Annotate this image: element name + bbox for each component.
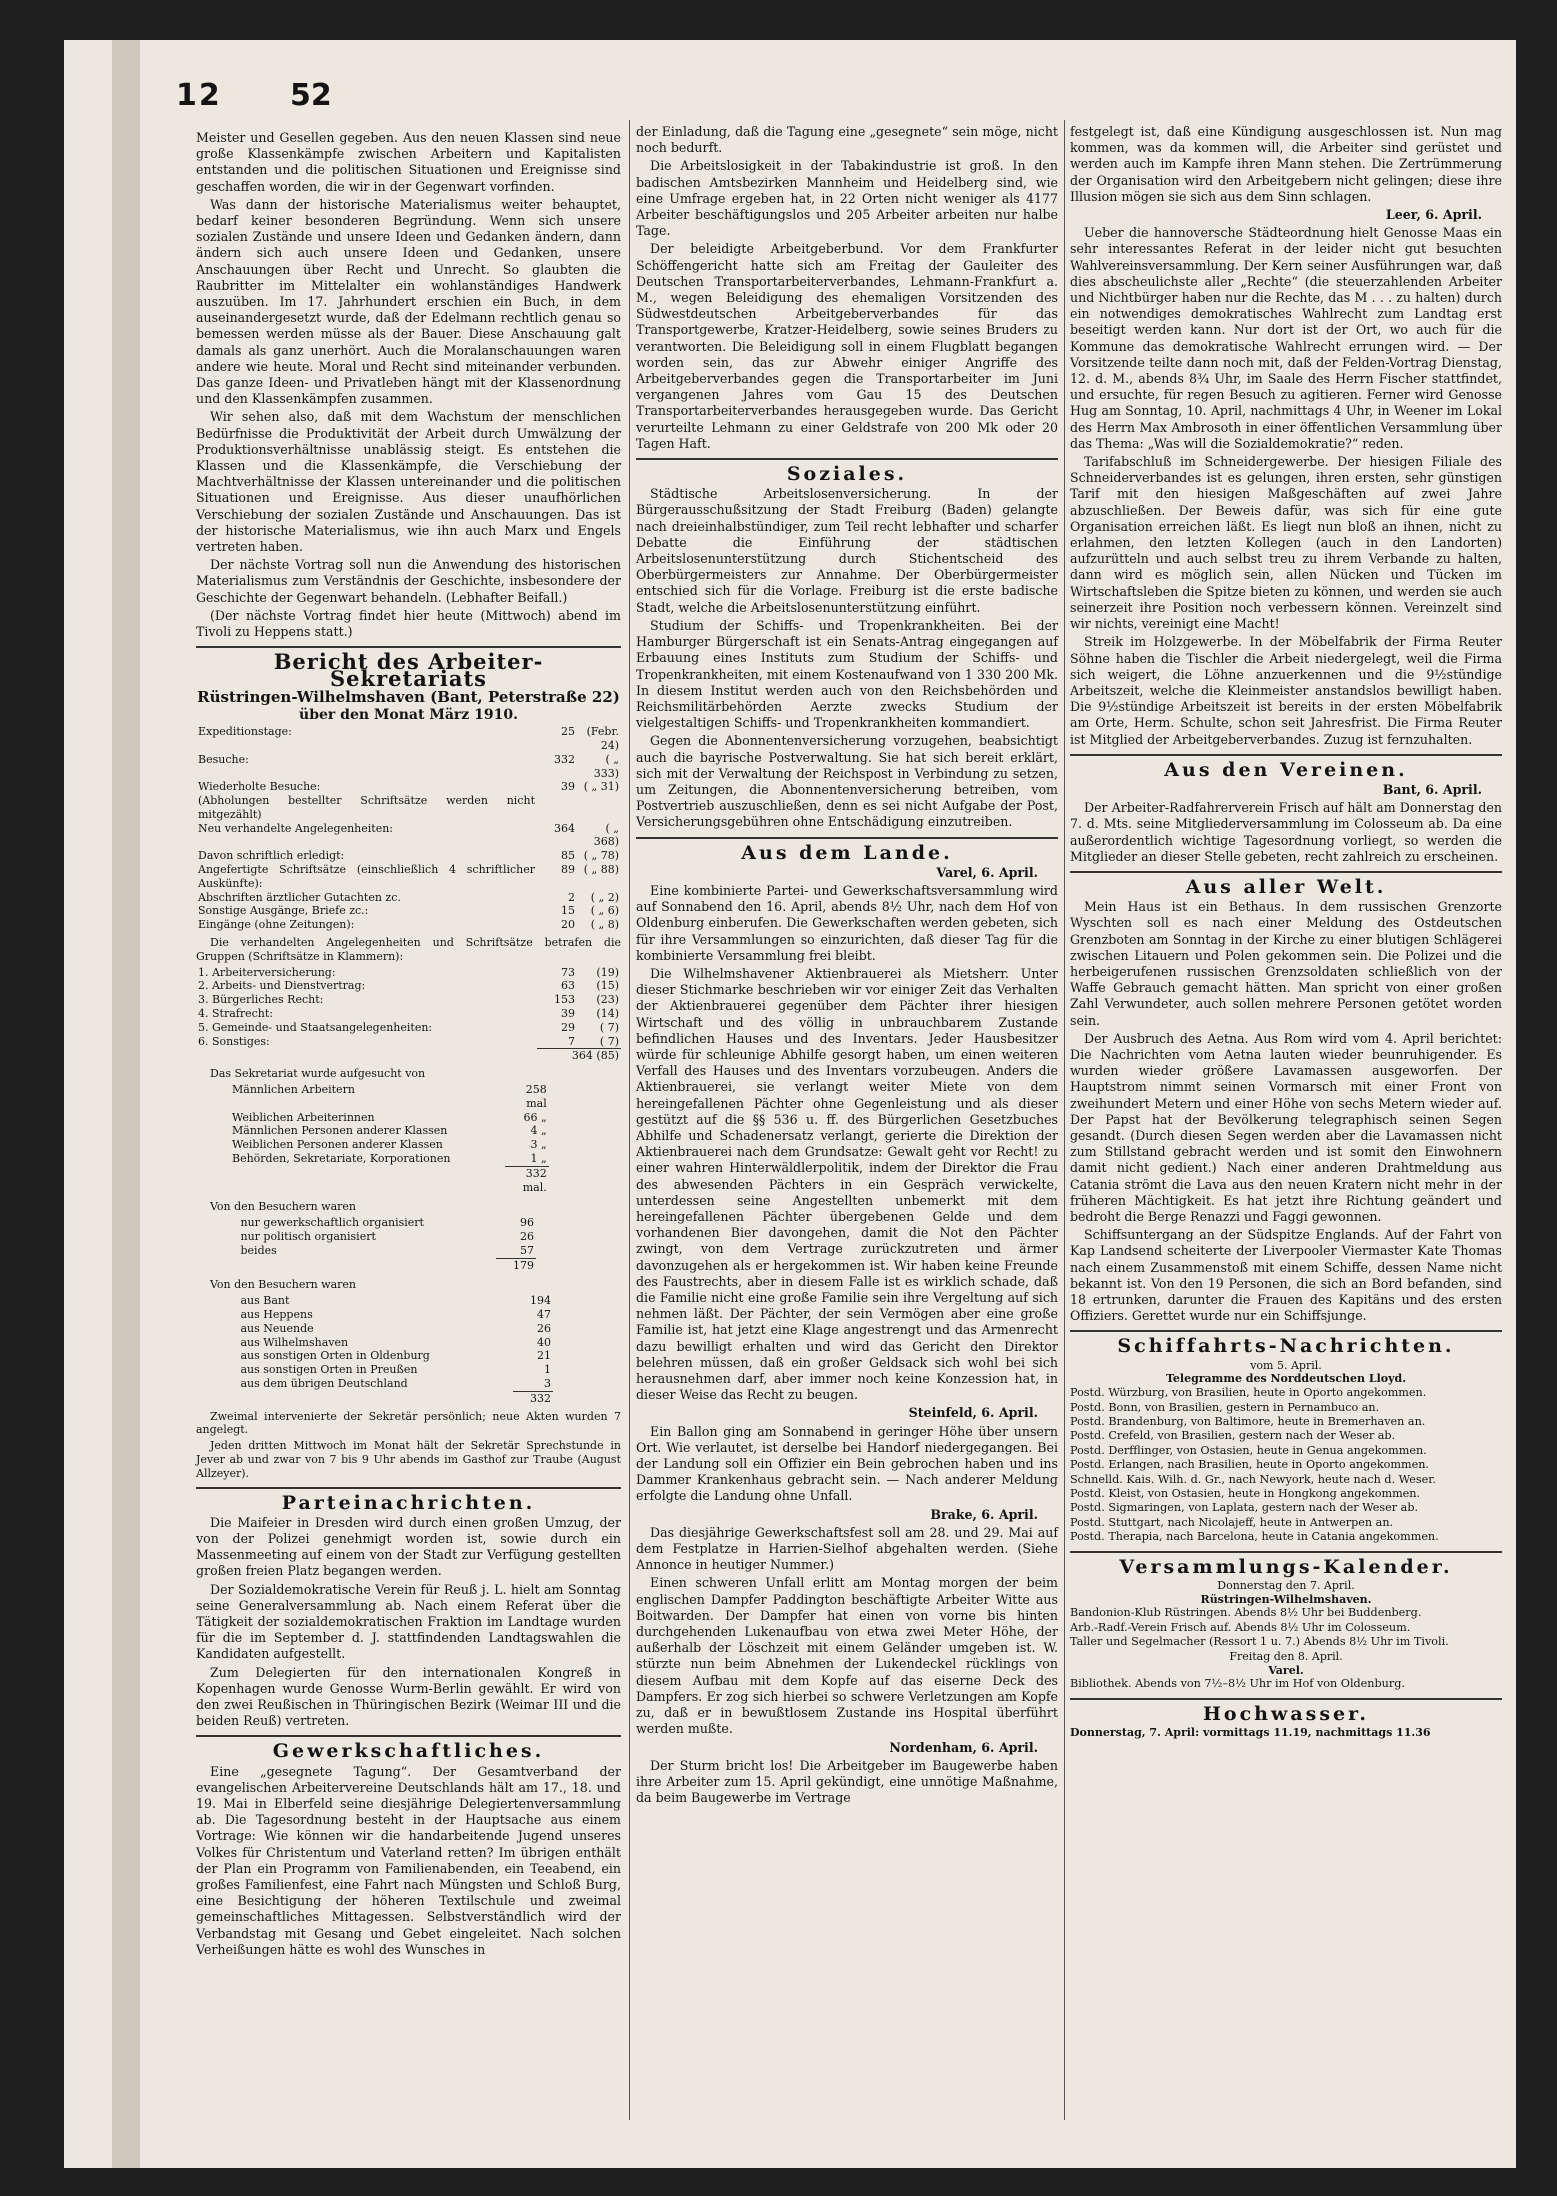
calendar-date: Donnerstag den 7. April. xyxy=(1217,1578,1355,1592)
place-row-label: aus Bant xyxy=(240,1294,290,1308)
report-subtitle: Rüstringen-Wilhelmshaven (Bant, Peterstraße 22) xyxy=(197,687,620,706)
stats-row xyxy=(196,849,621,863)
divider xyxy=(196,646,621,648)
org-row xyxy=(239,1244,537,1258)
paragraph: Studium der Schiffs- und Tropenkrankheiten. Bei der Hamburger Bürgerschaft ist ein Senats-Antrag eingegangen auf Erbauung eines Instituts zum Studium der Schiffs- und Tropenkrankheiten, mit einem Kostenaufwand von 1 330 200 Mk. In diesem Institut werden auch von den Reichsbehörden und Reichsmilitärbehörden Aerzte zwecks Studium der vielgestaltigen Schiffs- und Tropenkrankheiten kommandiert. xyxy=(636,617,1058,731)
stats-row xyxy=(196,725,621,753)
place-row xyxy=(239,1363,554,1377)
stats-row-label: Angefertigte Schriftsätze (einschließlich 4 schriftlicher Auskünfte): xyxy=(198,863,535,890)
calendar-item: Taller und Segelmacher (Ressort 1 u. 7.) Abends 8½ Uhr im Tivoli. xyxy=(1070,1635,1449,1649)
visited-row-label: Behörden, Sekretariate, Korporationen xyxy=(232,1152,451,1166)
paragraph: Der Arbeiter-Radfahrerverein Frisch auf hält am Donnerstag den 7. d. Mts. seine Mitgliederversammlung im Colosseum ab. Da eine außerordentlich wichtige Tagesordnung vorliegt, so werden die Mitglieder an dieser Stelle gebeten, recht zahlreich zu erscheinen. xyxy=(1070,800,1502,864)
place-row-label: aus Neuende xyxy=(240,1321,314,1335)
place-row-label: aus dem übrigen Deutschland xyxy=(240,1376,408,1390)
divider xyxy=(196,1735,621,1737)
stats-row-value xyxy=(537,794,577,822)
org-row xyxy=(239,1230,537,1244)
group-row-value: 39 xyxy=(561,1007,575,1021)
stats-row-label: Wiederholte Besuche: xyxy=(198,780,321,794)
place-row-value: 3 xyxy=(544,1376,551,1390)
paragraph: Eine kombinierte Partei- und Gewerkschaftsversammlung wird auf Sonnabend den 16. April, abends 8½ Uhr, nach dem Hof von Oldenburg einberufen. Die Gewerkschaften werden gebeten, sich für ihre Versammlungen so einzurichten, daß dieser Tag für die kombinierte Versammlung frei bleibt. xyxy=(636,882,1058,963)
closing-note: Zweimal intervenierte der Sekretär persönlich; neue Akten wurden 7 angelegt. xyxy=(196,1409,621,1437)
divider xyxy=(1070,871,1502,873)
stats-row xyxy=(196,863,621,891)
place-row xyxy=(239,1322,554,1336)
section-heading: Hochwasser. xyxy=(1202,1702,1370,1725)
group-row xyxy=(196,979,621,993)
dateline: Leer, 6. April. xyxy=(1385,207,1482,223)
place-row xyxy=(239,1294,554,1308)
group-row-previous: (23) xyxy=(596,993,619,1007)
place-row xyxy=(239,1336,554,1350)
org-intro: Von den Besuchern waren xyxy=(210,1200,357,1214)
places-total: 332 xyxy=(513,1391,553,1405)
report-title: Bericht des Arbeiter-Sekretariats xyxy=(273,649,544,691)
stats-row-previous: ( „ 88) xyxy=(583,863,619,877)
divider xyxy=(636,458,1058,460)
stats-row-label: Davon schriftlich erledigt: xyxy=(198,849,345,863)
divider xyxy=(1070,1330,1502,1332)
ship-item: Schnelld. Kais. Wilh. d. Gr., nach Newyork, heute nach d. Weser. xyxy=(1070,1472,1436,1486)
paragraph: Städtische Arbeitslosenversicherung. In der Bürgerausschußsitzung der Stadt Freiburg (Baden) gelangte nach dreieinhalbstündiger, zum Teil recht lebhafter und scharfer Debatte die Einführung der städtischen Arbeitslosenunterstützung durch Stichentscheid des Oberbürgermeisters zur Annahme. Der Oberbürgermeister entschied sich für die Vorlage. Freiburg ist die erste badische Stadt, welche die Arbeitslosenunterstützung einführt. xyxy=(636,486,1058,615)
group-row xyxy=(196,966,621,980)
stats-row-value: 89 xyxy=(561,863,575,877)
org-row-label: nur gewerkschaftlich organisiert xyxy=(240,1216,424,1230)
visited-row-label: Weiblichen Personen anderer Klassen xyxy=(232,1138,443,1152)
group-row-label: 6. Sonstiges: xyxy=(198,1034,270,1048)
paragraph: Die Maifeier in Dresden wird durch einen großen Umzug, der von der Polizei genehmigt worden ist, sowie durch ein Massenmeeting auf einem von der Stadt zur Verfügung gestellten großen freien Platz begangen werden. xyxy=(196,1514,621,1579)
paragraph: Der Sturm bricht los! Die Arbeitgeber im Baugewerbe haben ihre Arbeiter zum 15. April gekündigt, eine unnötige Maßnahme, da beim Baugewerbe im Vertrage xyxy=(636,1757,1058,1806)
stats-row-value: 25 xyxy=(561,725,575,739)
divider xyxy=(1070,754,1502,756)
stats-row-previous: ( „ 333) xyxy=(593,752,619,780)
visited-row xyxy=(230,1124,549,1138)
group-row-previous: ( 7) xyxy=(599,1034,619,1048)
ship-item: Postd. Stuttgart, nach Nicolajeff, heute in Antwerpen an. xyxy=(1070,1515,1394,1529)
group-row xyxy=(196,993,621,1007)
divider xyxy=(1070,1698,1502,1700)
org-table xyxy=(239,1216,537,1272)
org-row-label: nur politisch organisiert xyxy=(240,1230,376,1243)
paragraph: Tarifabschluß im Schneidergewerbe. Der hiesigen Filiale des Schneiderverbandes ist es gelungen, ihren ersten, sehr günstigen Tarif mit den hiesigen Maßgeschäften auf zwei Jahre abzuschließen. Der Beweis dafür, was sich für eine gute Organisation erreichen läßt. Es liegt nun bloß an ihnen, nicht zu erlahmen, den letzten Kollegen (auch in den Landorten) aufzurütteln und auch selbst treu zu ihrem Verbande zu halten, dann wird es möglich sein, allen Nücken und Tücken im Wirtschaftsleben die Spitze bieten zu können, und werden sie auch seinerzeit ihre Position noch verbessern können. Vereinzelt sind wir nichts, vereinigt eine Macht! xyxy=(1070,454,1502,632)
visited-total: 332 mal. xyxy=(505,1166,549,1194)
visited-row-value: 66 „ xyxy=(523,1110,547,1124)
visited-table xyxy=(230,1083,549,1194)
place-row-label: aus Heppens xyxy=(240,1307,313,1321)
calendar-place: Varel. xyxy=(1268,1663,1304,1677)
paragraph: Die Wilhelmshavener Aktienbrauerei als Mietsherr. Unter dieser Stichmarke beschrieben wir vor einiger Zeit das Verhalten der Aktienbrauerei gegenüber dem Pächter ihrer hiesigen Wirtschaft und des völlig in unbrauchbarem Zustande befindlichen Hauses und des Inventars. Jeder Hausbesitzer würde für schleunige Abhilfe gesorgt haben, um einen weiteren Verfall des Hauses und des Inventars vorzubeugen. Anders die Aktienbrauerei, sie verlangt weiter Miete von dem hereingefallenen Pächter ohne Gegenleistung und als dieser gestützt auf die §§ 536 u. ff. des Bürgerlichen Gesetzbuches Abhilfe und Schadenersatz verlangt, gerierte die Direktion der Aktienbrauerei nach dem Grundsatze: Gewalt geht vor Recht! zu einer wahren Hinterwäldlerpolitik, indem der Direktor die Frau des abwesenden Pächters in ein Gespräch verwickelte, unterdessen seine Angestellten unbemerkt mit dem hereingefallenen Pächter übergebenen Gelde und dem vorhandenen Bier davongehen, damit die Not den Pächter zwingt, von dem Vertrage zurückzutreten und ärmer davonzugehen als er hergekommen ist. Wir haben keine Freunde des Faustrechts, aber in diesem Falle ist es wirklich schade, daß die Familie nicht eine große Familie sein ihre Vergeltung auf sich nehmen läßt. Der Pächter, der sein Vermögen aber eine große Familie ist, hat jetzt eine Klage angestrengt und das Armenrecht dazu bewilligt erhalten und wird das Gericht den Direktor belehren müssen, daß ein großer Geldsack sich wohl bei sich herausnehmen darf, aber immer noch keine Konzession hat, in dieser Weise das Recht zu beugen. xyxy=(636,965,1058,1403)
stats-row-value: 39 xyxy=(561,780,575,794)
paragraph: Streik im Holzgewerbe. In der Möbelfabrik der Firma Reuter Söhne haben die Tischler die Arbeit niedergelegt, weil die Firma sich weigert, die Löhne anzuerkennen und die 9½stündige Arbeitszeit, welche die Kleinmeister anstandslos bewilligt haben. Die 9½stündige Arbeitszeit ist bereits in der ersten Möbelfabrik am Orte, Herm. Schulte, schon seit Jahresfrist. Die Firma Reuter ist Mitglied der Arbeitgeberverbandes. Zuzug ist fernzuhalten. xyxy=(1070,634,1502,747)
group-row xyxy=(196,1035,621,1049)
high-water-times: Donnerstag, 7. April: vormittags 11.19, nachmittags 11.36 xyxy=(1070,1725,1431,1739)
place-row-label: aus sonstigen Orten in Oldenburg xyxy=(240,1349,430,1363)
stats-row-label: (Abholungen bestellter Schriftsätze werden nicht mitgezählt) xyxy=(198,794,535,821)
group-row-value: 73 xyxy=(561,965,575,979)
ship-item: Postd. Derfflinger, von Ostasien, heute in Genua angekommen. xyxy=(1070,1443,1427,1457)
group-row-previous: (14) xyxy=(596,1007,619,1021)
dateline: Nordenham, 6. April. xyxy=(889,1739,1038,1755)
place-row-label: aus Wilhelmshaven xyxy=(240,1335,349,1349)
groups-table xyxy=(196,966,621,1064)
paragraph: Eine „gesegnete Tagung“. Der Gesamtverband der evangelischen Arbeitervereine Deutschlands hält am 17., 18. und 19. Mai in Elberfeld seine diesjährige Delegiertenversammlung ab. Die Tagesordnung besteht in der Hauptsache aus einem Vortrage: Wie können wir die handarbeitende Jugend unseres Volkes für Christentum und Vaterland retten? Im übrigen enthält der Plan ein Programm von Familienabenden, ein Teeabend, ein großes Familienfest, eine Fahrt nach Müngsten und Schloß Burg, eine Besichtigung der höheren Textilschule und zweimal gemeinschaftliches Mittagessen. Selbstverständlich wird der Verbandstag mit Gesang und Gebet eingeleitet. Nach solchen Verheißungen hätte es wohl des Wunsches in xyxy=(196,1763,621,1957)
ship-item: Postd. Therapia, nach Barcelona, heute in Catania angekommen. xyxy=(1070,1530,1439,1544)
paragraph: Gegen die Abonnentenversicherung vorzugehen, beabsichtigt auch die bayrische Postverwaltung. Sie hat sich bereit erklärt, sich mit der Verwaltung der Reichspost in Verbindung zu setzen, um Zeitungen, die Abonnentenversicherung betreiben, vom Postvertrieb auszuschließen, denn es sei nicht Aufgabe der Post, Versicherungsgebühren ohne Entschädigung einzutreiben. xyxy=(636,733,1058,830)
group-row-value: 63 xyxy=(561,979,575,993)
org-total: 179 xyxy=(496,1258,536,1272)
place-row-value: 194 xyxy=(530,1294,551,1308)
dateline: Varel, 6. April. xyxy=(936,864,1038,880)
divider xyxy=(636,837,1058,839)
stats-row xyxy=(196,780,621,794)
stats-row-previous: ( „ 31) xyxy=(583,780,619,794)
place-row xyxy=(239,1377,554,1391)
group-row xyxy=(196,1007,621,1021)
ship-item: Postd. Würzburg, von Brasilien, heute in Oporto angekommen. xyxy=(1070,1386,1427,1400)
calendar-item: Bandonion-Klub Rüstringen. Abends 8½ Uhr bei Buddenberg. xyxy=(1070,1606,1422,1620)
group-row-label: 5. Gemeinde- und Staatsangelegenheiten: xyxy=(198,1020,433,1034)
divider xyxy=(1070,1551,1502,1553)
stats-row-value: 332 xyxy=(554,752,575,766)
page-gutter xyxy=(112,40,140,2168)
group-row-label: 2. Arbeits- und Dienstvertrag: xyxy=(198,979,366,993)
stats-row-previous xyxy=(577,794,621,822)
visited-row xyxy=(230,1083,549,1111)
section-heading: Parteinachrichten. xyxy=(281,1491,536,1514)
org-row xyxy=(239,1216,537,1230)
place-row xyxy=(239,1308,554,1322)
column-rule xyxy=(629,120,630,2120)
calendar-list xyxy=(1070,1606,1502,1649)
column-2 xyxy=(636,124,1058,1808)
paragraph: Ueber die hannoversche Städteordnung hielt Genosse Maas ein sehr interessantes Referat in der leider nicht gut besuchten Wahlvereinsversammlung. Der Kern seiner Ausführungen war, daß dies abscheulichste aller „Rechte“ (die steuerzahlenden Arbeiter und Nichtbürger haben nur die Rechte, das M . . . zu halten) durch ein notwendiges demokratisches Wahlrecht zum Landtag erst beseitigt werden kann. Nur dort ist der Ort, wo auch für die Kommune das demokratische Wahlrecht errungen wird. — Der Vorsitzende teilte dann noch mit, daß der Felden-Vortrag Dienstag, 12. d. M., abends 8¾ Uhr, im Saale des Herrn Fischer stattfindet, und ersuchte, für regen Besuch zu agitieren. Ferner wird Genosse Hug am Sonntag, 10. April, nachmittags 4 Uhr, in Weener im Lokal des Herrn Max Ambrosoth in einer öffentlichen Versammlung über das Thema: „Was will die Sozialdemokratie?“ reden. xyxy=(1070,225,1502,451)
stats-row-label: Abschriften ärztlicher Gutachten zc. xyxy=(198,890,401,904)
stats-row xyxy=(196,904,621,918)
dateline: Brake, 6. April. xyxy=(930,1506,1038,1522)
visited-row-label: Weiblichen Arbeiterinnen xyxy=(232,1110,375,1124)
paragraph: Was dann der historische Materialismus weiter behauptet, bedarf keiner besonderen Begründung. Wenn sich unsere sozialen Zustände und unsere Ideen und Gedanken ändern, dann ändern sich auch unsere Ideen und Gedanken, unsere Anschauungen über Recht und Unrecht. So glaubten die Raubritter im Mittelalter ein wohlanständiges Handwerk auszuüben. Im 17. Jahrhundert erschien ein Buch, in dem auseinandergesetzt wurde, daß der Edelmann rechtlich genau so bemessen werden müsse als der Bauer. Diese Anschauung galt damals als ganz unerhört. Auch die Moralanschauungen waren andere wie heute. Moral und Recht sind miteinander verbunden. Das ganze Ideen- und Privatleben hängt mit der Klassenordnung und den Klassenkämpfen zusammen. xyxy=(196,196,621,407)
place-row-value: 26 xyxy=(537,1321,551,1335)
stats-row-previous: ( „ 6) xyxy=(590,904,619,918)
ship-subtitle: Telegramme des Norddeutschen Lloyd. xyxy=(1165,1372,1407,1386)
page-number: 12 xyxy=(176,78,222,113)
group-row-previous: ( 7) xyxy=(599,1020,619,1034)
paragraph: Einen schweren Unfall erlitt am Montag morgen der beim englischen Dampfer Paddington beschäftigte Arbeiter Witte aus Boitwarden. Der Dampfer hat einen von vorne bis hinten durchgehenden Lukenaufbau von etwa zwei Meter Höhe, der außerhalb der Löschzeit mit einem Geländer umgeben ist. W. stürzte nun beim Abnehmen der Lukendeckel rücklings von diesem Aufbau mit dem Kopfe auf das eiserne Deck des Dampfers. Er zog sich hierbei so schwere Verletzungen am Kopfe zu, daß er in bewußtlosem Zustande ins Hospital überführt werden mußte. xyxy=(636,1575,1058,1737)
org-row-value: 26 xyxy=(520,1230,534,1243)
stats-row-previous: (Febr. 24) xyxy=(586,725,619,752)
calendar-place: Rüstringen-Wilhelmshaven. xyxy=(1200,1592,1372,1606)
group-row-previous: (15) xyxy=(596,979,619,993)
calendar-item: Arb.-Radf.-Verein Frisch auf. Abends 8½ Uhr im Colosseum. xyxy=(1070,1620,1411,1634)
place-row xyxy=(239,1349,554,1363)
place-intro: Von den Besuchern waren xyxy=(210,1278,357,1292)
closing-note-2: Jeden dritten Mittwoch im Monat hält der Sekretär Sprechstunde in Jever ab und zwar von 7 bis 9 Uhr abends im Gasthof zur Traube (August Allzeyer). xyxy=(196,1439,621,1480)
paragraph: Die Arbeitslosigkeit in der Tabakindustrie ist groß. In den badischen Amtsbezirken Mannheim und Heidelberg sind, wie eine Umfrage ergeben hat, in 22 Orten nicht weniger als 4177 Arbeiter beschäftigungslos und 205 Arbeiter arbeiten nur halbe Tage. xyxy=(636,158,1058,239)
stats-row-label: Eingänge (ohne Zeitungen): xyxy=(198,918,355,932)
group-row-value: 153 xyxy=(554,993,575,1007)
paragraph: Der beleidigte Arbeitgeberbund. Vor dem Frankfurter Schöffengericht hatte sich am Freitag der Gauleiter des Deutschen Transportarbeiterverbandes, Lehmann-Frankfurt a. M., wegen Beleidigung des ehemaligen Vorsitzenden des Südwestdeutschen Arbeitgeberverbandes für das Transportgewerbe, Kratzer-Heidelberg, sowie seines Bruders zu verantworten. Die Beleidigung soll in einem Flugblatt begangen worden sein, das zur Abwehr einiger Angriffe des Arbeitgeberverbandes gegen die Transportarbeiter im Juni vergangenen Jahres vom Gau 15 des Deutschen Transportarbeiterverbandes herausgegeben wurde. Das Gericht verurteilte Lehmann zu einer Geldstrafe von 200 Mk oder 20 Tagen Haft. xyxy=(636,241,1058,451)
group-row-previous: (19) xyxy=(596,965,619,979)
places-table xyxy=(239,1294,554,1405)
calendar-date: Freitag den 8. April. xyxy=(1229,1649,1343,1663)
stats-row xyxy=(196,822,621,850)
column-rule xyxy=(1064,120,1065,2120)
ship-item: Postd. Crefeld, von Brasilien, gestern nach der Weser ab. xyxy=(1070,1429,1396,1443)
paragraph: Zum Delegierten für den internationalen Kongreß in Kopenhagen wurde Genosse Wurm-Berlin gewählt. Er wird von den zwei Reußischen in Thüringischen Bezirk (Weimar III und die beiden Reuß) vertreten. xyxy=(196,1664,621,1729)
place-row-value: 47 xyxy=(537,1307,551,1321)
group-row-value: 29 xyxy=(561,1020,575,1034)
stats-row xyxy=(196,891,621,905)
calendar-item: Bibliothek. Abends von 7½–8½ Uhr im Hof von Oldenburg. xyxy=(1070,1677,1405,1691)
visited-row xyxy=(230,1111,549,1125)
divider xyxy=(196,1487,621,1489)
group-row-value: 7 xyxy=(568,1034,575,1048)
stats-row-previous: ( „ 78) xyxy=(583,849,619,863)
stats-row-previous: ( „ 8) xyxy=(590,918,619,932)
stats-row-label: Besuche: xyxy=(198,752,249,766)
stats-row xyxy=(196,918,621,932)
section-heading: Gewerkschaftliches. xyxy=(272,1740,545,1763)
section-heading: Soziales. xyxy=(786,463,908,486)
paragraph: Ein Ballon ging am Sonnabend in geringer Höhe über unsern Ort. Wie verlautet, ist derselbe bei Handorf niedergegangen. Bei der Landung soll ein Offizier ein Bein gebrochen haben und ins Dammer Krankenhaus gebracht sein. — Nach anderer Meldung erfolgte die Landung ohne Unfall. xyxy=(636,1423,1058,1504)
dateline: Bant, 6. April. xyxy=(1382,781,1482,797)
stats-row-value: 20 xyxy=(561,918,575,932)
visited-row-value: 258 mal xyxy=(525,1083,547,1110)
ship-item: Postd. Kleist, von Ostasien, heute in Hongkong angekommen. xyxy=(1070,1487,1421,1501)
stats-row-previous: ( „ 2) xyxy=(590,890,619,904)
stats-row-label: Expeditionstage: xyxy=(198,725,292,739)
report-subtitle-month: über den Monat März 1910. xyxy=(299,706,518,723)
place-row-value: 1 xyxy=(544,1363,551,1377)
paragraph: festgelegt ist, daß eine Kündigung ausgeschlossen ist. Nun mag kommen, was da kommen will, die Arbeiter sind gerüstet und werden auch im Kampfe ihren Mann stehen. Die Zertrümmerung der Organisation wird den Arbeitgebern nicht gelingen; diese ihre Illusion mögen sie sich aus dem Sinn schlagen. xyxy=(1070,124,1502,204)
ship-date: vom 5. April. xyxy=(1250,1358,1322,1372)
ship-item: Postd. Bonn, von Brasilien, gestern in Pernambuco an. xyxy=(1070,1400,1380,1414)
paragraph: Der nächste Vortrag soll nun die Anwendung des historischen Materialismus zum Verständnis der Geschichte, insbesondere der Geschichte der Gegenwart behandeln. (Lebhafter Beifall.) xyxy=(196,557,621,605)
dateline: Steinfeld, 6. April. xyxy=(908,1405,1038,1421)
visited-row-value: 1 „ xyxy=(530,1152,547,1166)
section-heading: Aus den Vereinen. xyxy=(1164,758,1408,781)
group-row-label: 4. Strafrecht: xyxy=(198,1007,273,1021)
ship-item: Postd. Brandenburg, von Baltimore, heute in Bremerhaven an. xyxy=(1070,1415,1426,1429)
visited-row-label: Männlichen Personen anderer Klassen xyxy=(232,1124,448,1138)
ship-item: Postd. Sigmaringen, von Laplata, gestern nach der Weser ab. xyxy=(1070,1501,1419,1515)
ship-item: Postd. Erlangen, nach Brasilien, heute in Oporto angekommen. xyxy=(1070,1458,1429,1472)
org-row-value: 57 xyxy=(520,1243,534,1257)
section-heading: Aus dem Lande. xyxy=(741,841,953,864)
section-heading: Schiffahrts-Nachrichten. xyxy=(1117,1335,1455,1358)
ship-list xyxy=(1070,1386,1502,1544)
visited-row xyxy=(230,1152,549,1166)
org-row-value: 96 xyxy=(520,1216,534,1230)
stats-row-previous: ( „ 368) xyxy=(593,821,619,849)
stats-row xyxy=(196,753,621,781)
paragraph: der Einladung, daß die Tagung eine „gesegnete“ sein möge, nicht noch bedurft. xyxy=(636,124,1058,156)
paragraph: Der Sozialdemokratische Verein für Reuß j. L. hielt am Sonntag seine Generalversammlung ab. Nach einem Referat über die Tätigkeit der sozialdemokratischen Fraktion im Landtage wurden für die im September d. J. stattfindenden Landtagswahlen die Kandidaten aufgestellt. xyxy=(196,1581,621,1662)
visited-row-value: 3 „ xyxy=(530,1138,547,1152)
paragraph: Wir sehen also, daß mit dem Wachstum der menschlichen Bedürfnisse die Produktivität der Arbeit durch Umwälzung der Produktionsverhältnisse unablässig steigt. Es entstehen die Klassen und die Klassenkämpfe, die Verschiebung der Machtverhältnisse der Klassen untereinander und die politischen Situationen und Ereignisse. Aus dieser unaufhörlichen Verschiebung der sozialen Zustände und Anschauungen. Das ist der historische Materialismus, wie ihn auch Marx und Engels vertreten haben. xyxy=(196,409,621,555)
place-row-value: 40 xyxy=(537,1335,551,1349)
calendar-list xyxy=(1070,1677,1502,1691)
paragraph: Schiffsuntergang an der Südspitze Englands. Auf der Fahrt von Kap Landsend scheiterte der Liverpooler Viermaster Kate Thomas nach einem Zusammenstoß mit einem Schiffe, dessen Name nicht bekannt ist. Von den 19 Personen, die sich an Bord befanden, sind 18 ertrunken, darunter die Frauen des Kapitäns und des ersten Offiziers. Gerettet wurde nur ein Schiffsjunge. xyxy=(1070,1227,1502,1324)
section-heading: Versammlungs-Kalender. xyxy=(1119,1555,1453,1578)
section-heading: Aus aller Welt. xyxy=(1185,875,1387,898)
org-row-label: beides xyxy=(240,1243,277,1257)
paragraph: Mein Haus ist ein Bethaus. In dem russischen Grenzorte Wyschten soll es nach einer Meldung des Ostdeutschen Grenzboten am Sonntag in der Kirche zu einer blutigen Schlägerei zwischen Litauern und Polen gekommen sein. Die Polizei und die herbeigerufenen russischen Grenzsoldaten schließlich von der Waffe Gebrauch gemacht hätten. Man spricht von einer großen Zahl Verwundeter, auch sollen mehrere Personen getötet worden sein. xyxy=(1070,899,1502,1028)
visited-row-value: 4 „ xyxy=(530,1124,547,1138)
group-row-label: 3. Bürgerliches Recht: xyxy=(198,993,324,1007)
paragraph: Das diesjährige Gewerkschaftsfest soll am 28. und 29. Mai auf dem Festplatze in Harrien-Sielhof abgehalten werden. (Siehe Annonce in heutiger Nummer.) xyxy=(636,1524,1058,1573)
visited-row xyxy=(230,1138,549,1152)
place-row-label: aus sonstigen Orten in Preußen xyxy=(240,1363,418,1377)
paragraph: Meister und Gesellen gegeben. Aus den neuen Klassen sind neue große Klassenkämpfe zwischen Arbeitern und Kapitalisten entstanden und die politischen Situationen und Ereignisse sind geschaffen worden, die wir in der Gegenwart vorfinden. xyxy=(196,130,621,194)
visited-intro: Das Sekretariat wurde aufgesucht von xyxy=(210,1067,426,1081)
stats-row-value: 15 xyxy=(561,904,575,918)
column-1 xyxy=(196,130,621,1960)
groups-intro: Die verhandelten Angelegenheiten und Schriftsätze betrafen die Gruppen (Schriftsätze in Klammern): xyxy=(196,936,621,963)
stats-row-value: 2 xyxy=(568,890,575,904)
stats-row-value: 364 xyxy=(554,821,575,835)
stats-row-value: 85 xyxy=(561,849,575,863)
paragraph: (Der nächste Vortrag findet hier heute (Mittwoch) abend im Tivoli zu Heppens statt.) xyxy=(196,607,621,640)
groups-total: 364 (85) xyxy=(537,1049,621,1063)
group-row xyxy=(196,1021,621,1035)
paragraph: Der Ausbruch des Aetna. Aus Rom wird vom 4. April berichtet: Die Nachrichten vom Aetna lauten wieder beunruhigender. Es wurden wieder größere Lavamassen ausgeworfen. Der Hauptstrom nimmt seinen Vormarsch mit einer Front von zweihundert Metern und einer Höhe von sechs Metern wieder auf. Der Papst hat der Bevölkerung telegraphisch seinen Segen gesandt. (Durch diesen Segen werden aber die Lavamassen nicht zum Stillstand gebracht werden und ist somit den Einwohnern damit nicht gedient.) Nach einer anderen Drahtmeldung aus Catania strömt die Lava aus den neuen Kratern nicht mehr in der früheren Mächtigkeit. Es hat jetzt ihre Richtung geändert und bedroht die Berge Renazzi und Faggi gewonnen. xyxy=(1070,1030,1502,1224)
stats-row-label: Sonstige Ausgänge, Briefe zc.: xyxy=(198,904,369,918)
stats-row-label: Neu verhandelte Angelegenheiten: xyxy=(198,821,393,835)
stats-row xyxy=(196,794,621,822)
column-3 xyxy=(1070,124,1502,1740)
group-row-label: 1. Arbeiterversicherung: xyxy=(198,965,336,979)
place-row-value: 21 xyxy=(537,1349,551,1363)
page-number-alt: 52 xyxy=(290,78,332,113)
visited-row-label: Männlichen Arbeitern xyxy=(232,1083,355,1097)
stats-table xyxy=(196,725,621,932)
